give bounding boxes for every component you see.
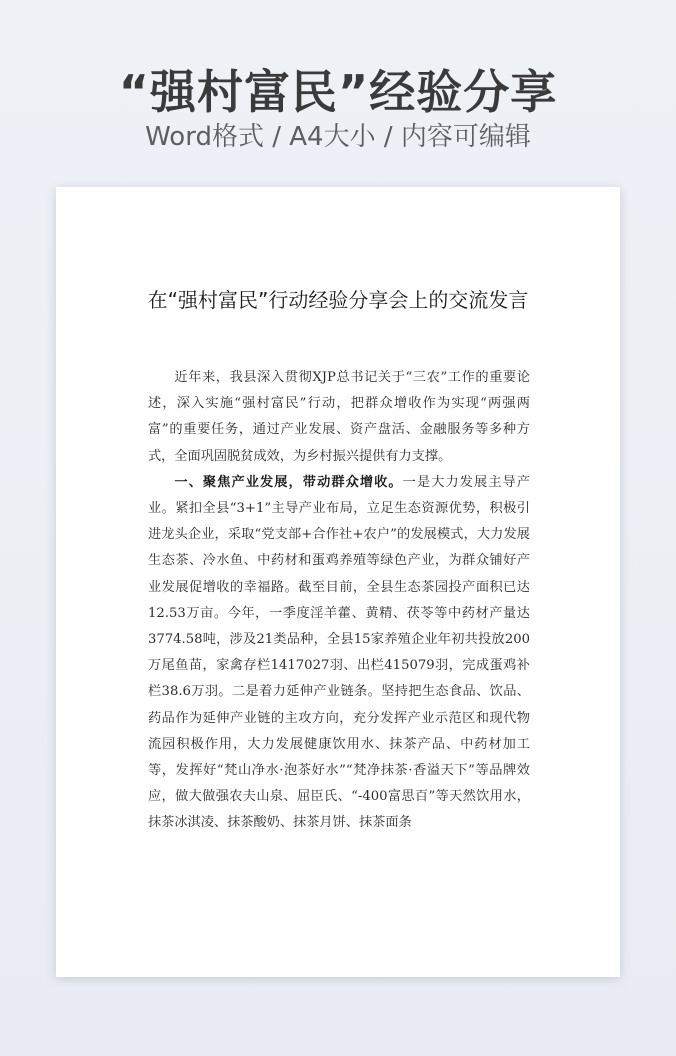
- section-one-heading: 一、聚焦产业发展，带动群众增收。: [174, 474, 403, 490]
- document-body: [148, 365, 530, 837]
- poster-title: “强村富民”经验分享: [118, 65, 558, 119]
- document-title: 在“强村富民”行动经验分享会上的交流发言: [147, 288, 529, 312]
- intro-paragraph: 近年来，我县深入贯彻XJP总书记关于“三农”工作的重要论述，深入实施“强村富民”行动，把群众增收作为实现“两强两富”的重要任务，通过产业发展、资产盘活、金融服务等多种方式，全面巩固脱贫成效，为乡村振兴提供有力支撑。: [148, 370, 530, 464]
- poster-subtitle: Word格式 / A4大小 / 内容可编辑: [145, 122, 531, 152]
- section-one-paragraph: [148, 470, 530, 837]
- section-one-text: 一是大力发展主导产业。紧扣全县“3+1”主导产业布局，立足生态资源优势，积极引进龙头企业，采取“党支部+合作社+农户”的发展模式，大力发展生态茶、冷水鱼、中药材和蛋鸡养殖等绿色产业，为群众铺好产业发展促增收的幸福路。截至目前，全县生态茶园投产面积已达12.53万亩。今年，一季度淫羊藿、黄精、茯苓等中药材产量达3774.58吨，涉及21类品种，全县15家养殖企业年初共投放200万尾鱼苗，家禽存栏1417027羽、出栏415079羽，完成蛋鸡补栏38.6万羽。二是着力延伸产业链条。坚持把生态食品、饮品、药品作为延伸产业链的主攻方向，充分发挥产业示范区和现代物流园积极作用，大力发展健康饮用水、抹茶产品、中药材加工等，发挥好“梵山净水·泡茶好水”“梵净抹茶·香溢天下”等品牌效应，做大做强农夫山泉、屈臣氏、“-400富思百”等天然饮用水，抹茶冰淇凌、抹茶酸奶、抹茶月饼、抹茶面条: [148, 474, 530, 831]
